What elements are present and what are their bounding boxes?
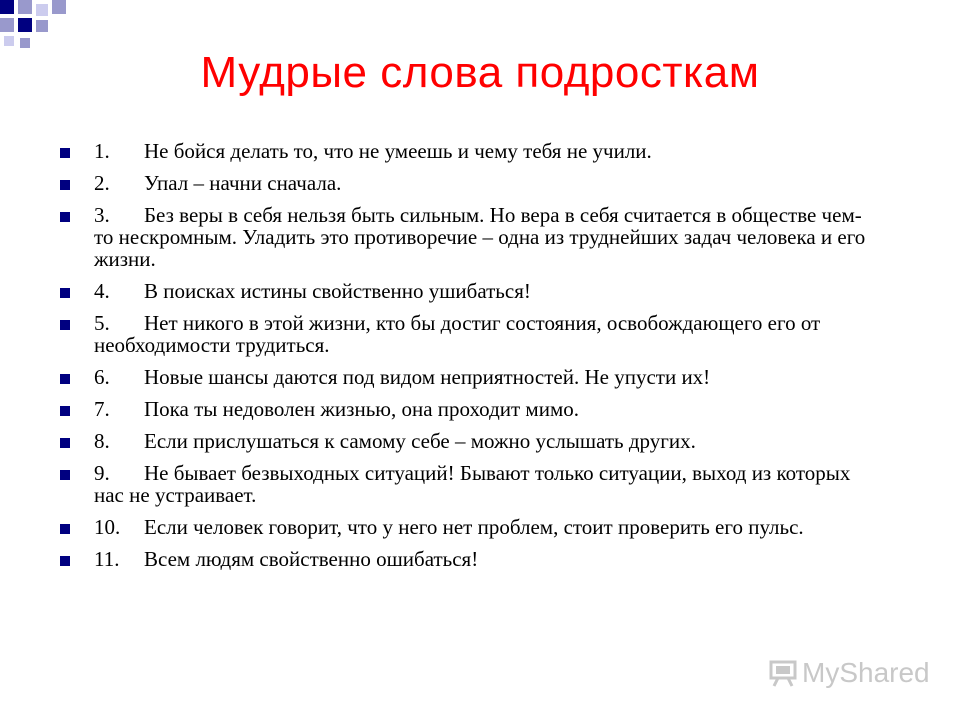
list-item [60, 430, 880, 452]
item-number: 5. [94, 311, 110, 335]
square-bullet-icon [60, 556, 70, 566]
list-item [60, 280, 880, 302]
item-text: В поисках истины свойственно ушибаться! [144, 279, 531, 303]
deco-square [0, 0, 14, 14]
list-item [60, 366, 880, 388]
item-text: Не бывает безвыходных ситуаций! Бывают только ситуации, выход из которых нас не устраивает. [94, 461, 851, 507]
item-text: Всем людям свойственно ошибаться! [144, 547, 479, 571]
deco-square [36, 20, 48, 32]
list-item [60, 312, 880, 356]
square-bullet-icon [60, 524, 70, 534]
item-number: 3. [94, 203, 110, 227]
square-bullet-icon [60, 180, 70, 190]
presentation-board-icon [768, 658, 798, 688]
item-text: Если человек говорит, что у него нет проблем, стоит проверить его пульс. [144, 515, 804, 539]
item-number: 2. [94, 171, 110, 195]
square-bullet-icon [60, 212, 70, 222]
deco-square [20, 38, 30, 48]
item-number: 6. [94, 365, 110, 389]
deco-square [18, 18, 32, 32]
list-item [60, 172, 880, 194]
square-bullet-icon [60, 320, 70, 330]
list-item [60, 548, 880, 570]
item-number: 1. [94, 139, 110, 163]
list-item [60, 140, 880, 162]
item-number: 10. [94, 515, 121, 539]
bullet-list [60, 140, 880, 580]
square-bullet-icon [60, 374, 70, 384]
item-number: 9. [94, 461, 110, 485]
square-bullet-icon [60, 470, 70, 480]
square-bullet-icon [60, 406, 70, 416]
item-text: Без веры в себя нельзя быть сильным. Но вера в себя считается в обществе чем-то нескромным. Уладить это противоречие – одна из труднейших задач человека и его жизни. [94, 203, 866, 271]
deco-square [36, 4, 48, 16]
item-text: Упал – начни сначала. [144, 171, 342, 195]
deco-square [18, 0, 32, 14]
item-text: Не бойся делать то, что не умеешь и чему тебя не учили. [144, 139, 652, 163]
item-number: 7. [94, 397, 110, 421]
item-number: 8. [94, 429, 110, 453]
item-text: Новые шансы даются под видом неприятностей. Не упусти их! [144, 365, 711, 389]
item-number: 4. [94, 279, 110, 303]
deco-square [52, 0, 66, 14]
item-number: 11. [94, 547, 120, 571]
list-item [60, 516, 880, 538]
slide-title: Мудрые слова подросткам [200, 48, 760, 97]
deco-square [0, 18, 14, 32]
item-text: Если прислушаться к самому себе – можно услышать других. [144, 429, 696, 453]
list-item [60, 462, 880, 506]
list-item [60, 204, 880, 270]
deco-square [4, 36, 14, 46]
watermark [768, 655, 930, 691]
square-bullet-icon [60, 148, 70, 158]
item-text: Пока ты недоволен жизнью, она проходит мимо. [144, 397, 579, 421]
list-item [60, 398, 880, 420]
watermark-text: MyShared [802, 657, 930, 688]
square-bullet-icon [60, 288, 70, 298]
item-text: Нет никого в этой жизни, кто бы достиг состояния, освобождающего его от необходимости трудиться. [94, 311, 821, 357]
square-bullet-icon [60, 438, 70, 448]
